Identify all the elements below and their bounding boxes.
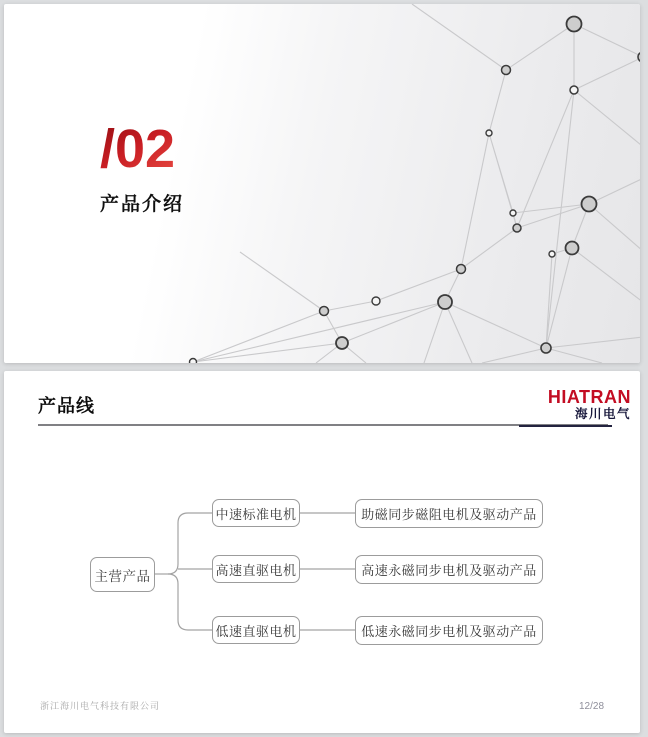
footer-company-name: 浙江海川电气科技有限公司 — [40, 701, 161, 711]
page-title: 产品线 — [38, 396, 95, 416]
leaf-node-low-speed-pm-products: 低速永磁同步电机及驱动产品 — [355, 616, 543, 645]
slide-section-divider — [4, 4, 640, 363]
root-node-main-products: 主营产品 — [90, 557, 155, 592]
mid-node-low-speed-direct-drive-motor: 低速直驱电机 — [212, 616, 300, 644]
section-title: 产品介绍 — [100, 194, 185, 215]
leaf-node-synchronous-reluctance-products: 助磁同步磁阻电机及驱动产品 — [355, 499, 543, 528]
section-number: /02 — [100, 122, 184, 176]
logo-wordmark: HIATRAN — [547, 387, 631, 407]
leaf-node-high-speed-pm-products: 高速永磁同步电机及驱动产品 — [355, 555, 543, 584]
mid-node-medium-speed-standard-motor: 中速标准电机 — [212, 499, 300, 527]
product-tree-diagram — [4, 371, 640, 733]
footer-page-number: 12/28 — [579, 701, 605, 712]
tree-connectors — [4, 371, 640, 733]
mid-node-high-speed-direct-drive-motor: 高速直驱电机 — [212, 555, 300, 583]
section-block — [100, 119, 185, 216]
logo-chinese-name: 海川电气 — [574, 407, 631, 421]
slide-product-line — [4, 371, 640, 733]
